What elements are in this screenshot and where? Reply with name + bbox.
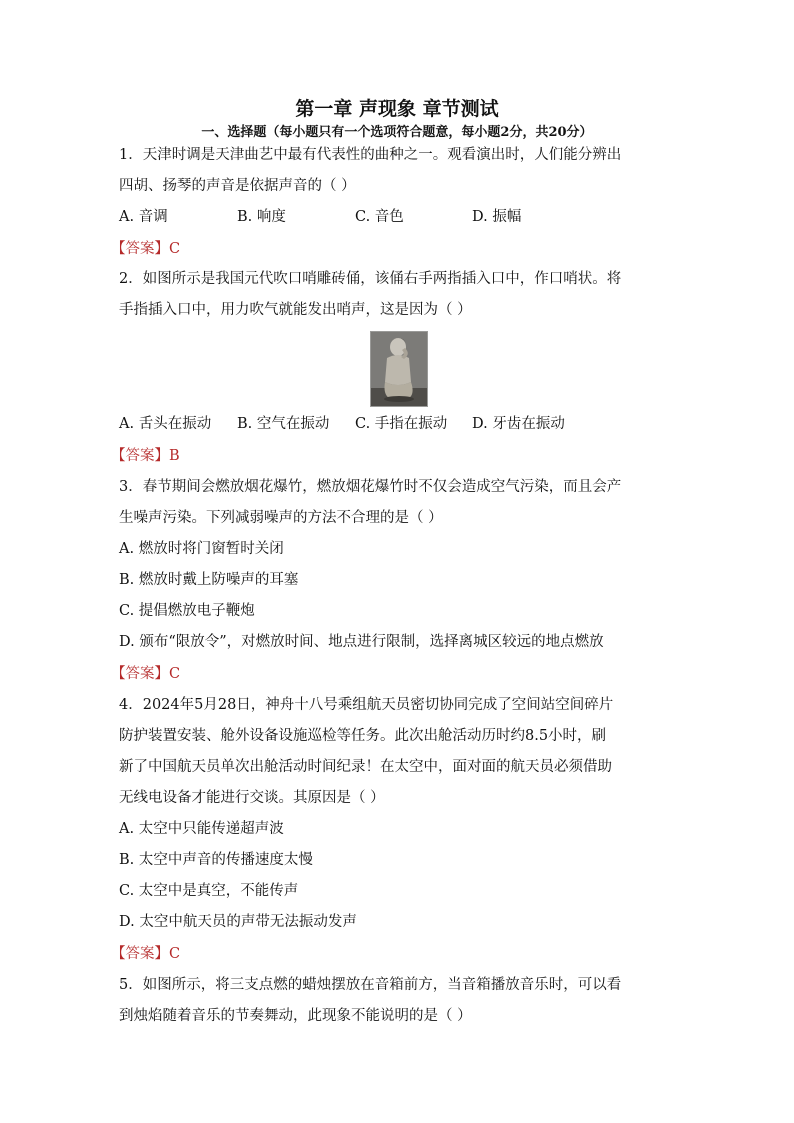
question-1-option-b: B. 响度	[237, 209, 286, 225]
question-2-answer: 【答案】B	[111, 448, 180, 464]
question-4-option-d: D. 太空中航天员的声带无法振动发声	[119, 914, 357, 930]
question-3-line-2: 生噪声污染。下列减弱噪声的方法不合理的是（ ）	[119, 510, 443, 526]
question-1-option-c: C. 音色	[355, 209, 404, 225]
question-3-option-d: D. 颁布“限放令”，对燃放时间、地点进行限制，选择离城区较远的地点燃放	[119, 634, 604, 650]
question-3-option-a: A. 燃放时将门窗暂时关闭	[119, 541, 284, 557]
page-title: 第一章 声现象 章节测试	[295, 98, 499, 120]
question-2-line-2: 手指插入口中，用力吹气就能发出哨声，这是因为（ ）	[119, 302, 472, 318]
question-2-option-a: A. 舌头在振动	[119, 416, 212, 432]
question-1-option-d: D. 振幅	[472, 209, 522, 225]
question-4-option-b: B. 太空中声音的传播速度太慢	[119, 852, 313, 868]
question-1-answer: 【答案】C	[111, 241, 181, 257]
figurine-photo	[370, 331, 428, 407]
question-1-line-2: 四胡、扬琴的声音是依据声音的（ ）	[119, 178, 356, 194]
question-1-option-a: A. 音调	[119, 209, 168, 225]
question-4-option-c: C. 太空中是真空，不能传声	[119, 883, 299, 899]
question-4-line-3: 新了中国航天员单次出舱活动时间纪录！在太空中，面对面的航天员必须借助	[119, 759, 612, 775]
question-3-option-c: C. 提倡燃放电子鞭炮	[119, 603, 255, 619]
question-3-answer: 【答案】C	[111, 666, 181, 682]
question-5-line-2: 到烛焰随着音乐的节奏舞动，此现象不能说明的是（ ）	[119, 1008, 472, 1024]
question-2-option-b: B. 空气在振动	[237, 416, 330, 432]
question-4-line-4: 无线电设备才能进行交谈。其原因是（ ）	[119, 790, 385, 806]
question-4-line-2: 防护装置安装、舱外设备设施巡检等任务。此次出舱活动历时约8.5小时，刷	[119, 728, 607, 744]
figurine-image	[371, 332, 427, 406]
question-4-line-1: 4．2024年5月28日，神舟十八号乘组航天员密切协同完成了空间站空间碎片	[119, 697, 614, 713]
section-heading: 一、选择题（每小题只有一个选项符合题意，每小题2分，共20分）	[201, 125, 593, 140]
question-2-option-c: C. 手指在振动	[355, 416, 448, 432]
question-3-line-1: 3．春节期间会燃放烟花爆竹，燃放烟花爆竹时不仅会造成空气污染，而且会产	[119, 479, 622, 495]
question-4-option-a: A. 太空中只能传递超声波	[119, 821, 284, 837]
question-1-line-1: 1．天津时调是天津曲艺中最有代表性的曲种之一。观看演出时，人们能分辨出	[119, 147, 622, 163]
question-3-option-b: B. 燃放时戴上防噪声的耳塞	[119, 572, 299, 588]
question-4-answer: 【答案】C	[111, 946, 181, 962]
question-2-line-1: 2．如图所示是我国元代吹口哨雕砖俑，该俑右手两指插入口中，作口哨状。将	[119, 271, 622, 287]
question-2-option-d: D. 牙齿在振动	[472, 416, 565, 432]
question-5-line-1: 5．如图所示，将三支点燃的蜡烛摆放在音箱前方，当音箱播放音乐时，可以看	[119, 977, 622, 993]
